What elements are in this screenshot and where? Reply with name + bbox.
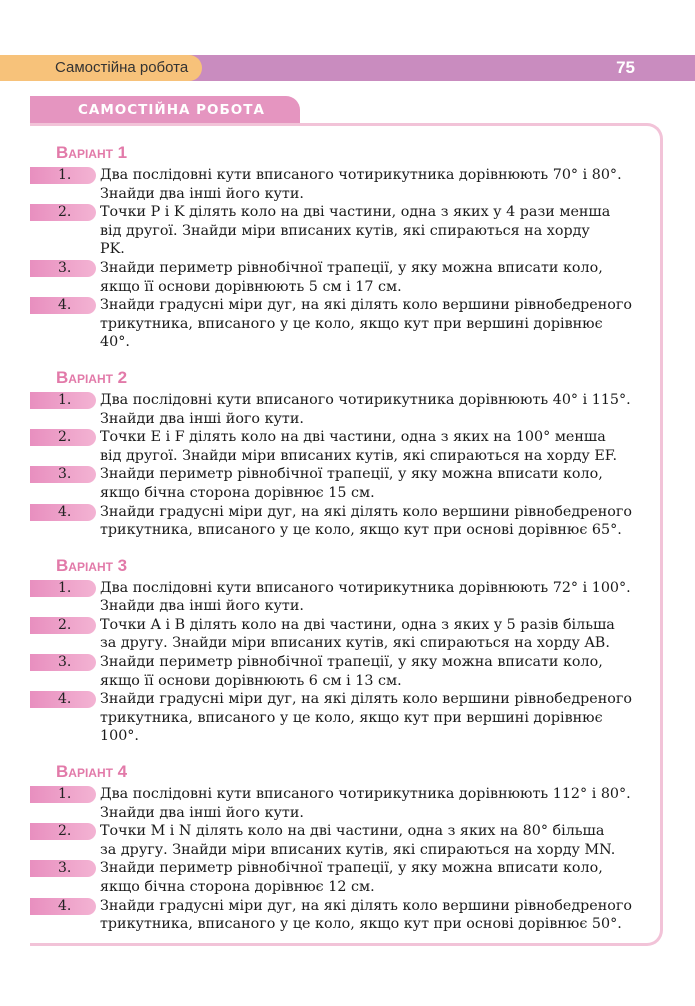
exercise-text-line: трикутника, вписаного у це коло, якщо кут при основі дорівнює 50°. (100, 916, 622, 933)
exercise-item (30, 690, 640, 746)
exercise-text-line: трикутника, вписаного у це коло, якщо кут при вершині дорівнює (100, 709, 603, 726)
exercise-item (30, 897, 640, 934)
exercise-item (30, 166, 640, 203)
exercise-text-line: від другої. Знайди міри вписаних кутів, які спираються на хорду EF. (100, 447, 618, 464)
exercise-text-line: Знайди градусні міри дуг, на які ділять коло вершини рівнобедреного (100, 297, 632, 314)
exercise-text-line: Два послідовні кути вписаного чотирикутника дорівнюють 72° і 100°. (100, 579, 631, 596)
section-label: Самостійна робота (0, 55, 202, 81)
exercise-item (30, 616, 640, 653)
exercise-number: 3. (30, 860, 96, 877)
exercise-text-line: Знайди градусні міри дуг, на які ділять коло вершини рівнобедреного (100, 897, 632, 914)
exercise-number: 2. (30, 823, 96, 840)
exercise-item (30, 428, 640, 465)
exercise-text-line: Точки E і F ділять коло на дві частини, одна з яких на 100° менша (100, 429, 606, 446)
exercise-number: 3. (30, 466, 96, 483)
exercise-text-line: якщо її основи дорівнюють 6 см і 13 см. (100, 672, 402, 689)
exercise-number: 4. (30, 691, 96, 708)
exercise-text-line: якщо її основи дорівнюють 5 см і 17 см. (100, 278, 402, 295)
variant-heading: Варіант 4 (56, 762, 128, 782)
exercise-text-line: трикутника, вписаного у це коло, якщо кут при основі дорівнює 65°. (100, 522, 622, 539)
exercise-text-line: Два послідовні кути вписаного чотирикутника дорівнюють 70° і 80°. (100, 167, 622, 183)
exercise-text-line: від другої. Знайди міри вписаних кутів, які спираються на хорду (100, 222, 590, 239)
exercise-number: 2. (30, 429, 96, 446)
exercise-item (30, 203, 640, 259)
exercise-text-line: за другу. Знайди міри вписаних кутів, які спираються на хорду MN. (100, 841, 616, 858)
exercise-text-line: 100°. (100, 728, 139, 745)
exercise-item (30, 296, 640, 352)
exercise-number: 3. (30, 260, 96, 277)
section-title: САМОСТІЙНА РОБОТА (30, 96, 300, 124)
exercise-item (30, 859, 640, 896)
exercise-list (30, 140, 640, 934)
exercise-text-line: Знайди два інші його кути. (100, 410, 304, 427)
variant-heading: Варіант 3 (56, 555, 128, 575)
variant-heading: Варіант 1 (56, 143, 128, 162)
exercise-text-line: Знайди два інші його кути. (100, 185, 304, 202)
exercise-item (30, 653, 640, 690)
exercise-text-line: Знайди периметр рівнобічної трапеції, у яку можна вписати коло, (100, 466, 603, 483)
exercise-text-line: Знайди два інші його кути. (100, 804, 304, 821)
exercise-text-line: якщо бічна сторона дорівнює 12 см. (100, 879, 375, 895)
exercise-number: 1. (30, 580, 96, 597)
exercise-item (30, 259, 640, 296)
exercise-text-line: 40°. (100, 334, 130, 351)
exercise-number: 2. (30, 617, 96, 634)
exercise-text-line: Знайди градусні міри дуг, на які ділять коло вершини рівнобедреного (100, 691, 632, 708)
exercise-number: 4. (30, 898, 96, 915)
exercise-number: 1. (30, 167, 96, 184)
exercise-item (30, 503, 640, 540)
exercise-text-line: Два послідовні кути вписаного чотирикутника дорівнюють 112° і 80°. (100, 786, 631, 803)
exercise-number: 1. (30, 786, 96, 803)
exercise-number: 1. (30, 392, 96, 409)
exercise-text-line: якщо бічна сторона дорівнює 15 см. (100, 484, 375, 501)
exercise-number: 4. (30, 297, 96, 314)
exercise-text-line: Знайди градусні міри дуг, на які ділять коло вершини рівнобедреного (100, 503, 632, 520)
exercise-item (30, 785, 640, 822)
exercise-text-line: Точки A і B ділять коло на дві частини, одна з яких у 5 разів більша (100, 616, 615, 633)
exercise-text-line: Точки P і K ділять коло на дві частини, одна з яких у 4 рази менша (100, 204, 611, 221)
exercise-number: 4. (30, 504, 96, 521)
exercise-number: 3. (30, 654, 96, 671)
exercise-text-line: трикутника, вписаного у це коло, якщо кут при вершині дорівнює (100, 315, 603, 332)
exercise-text-line: Знайди два інші його кути. (100, 598, 304, 615)
exercise-item (30, 391, 640, 428)
exercise-item (30, 465, 640, 502)
exercise-item (30, 579, 640, 616)
exercise-text-line: Знайди периметр рівнобічної трапеції, у яку можна вписати коло, (100, 860, 603, 877)
exercise-text-line: PK. (100, 241, 125, 258)
exercise-text-line: Два послідовні кути вписаного чотирикутника дорівнюють 40° і 115°. (100, 391, 631, 408)
exercise-number: 2. (30, 204, 96, 221)
exercise-item (30, 822, 640, 859)
exercise-text-line: за другу. Знайди міри вписаних кутів, які спираються на хорду AB. (100, 635, 610, 652)
exercise-text-line: Знайди периметр рівнобічної трапеції, у яку можна вписати коло, (100, 259, 603, 276)
exercise-text-line: Знайди периметр рівнобічної трапеції, у яку можна вписати коло, (100, 654, 603, 671)
page-number: 75 (616, 58, 635, 77)
variant-heading: Варіант 2 (56, 367, 128, 387)
exercise-text-line: Точки M і N ділять коло на дві частини, одна з яких на 80° більша (100, 823, 605, 840)
